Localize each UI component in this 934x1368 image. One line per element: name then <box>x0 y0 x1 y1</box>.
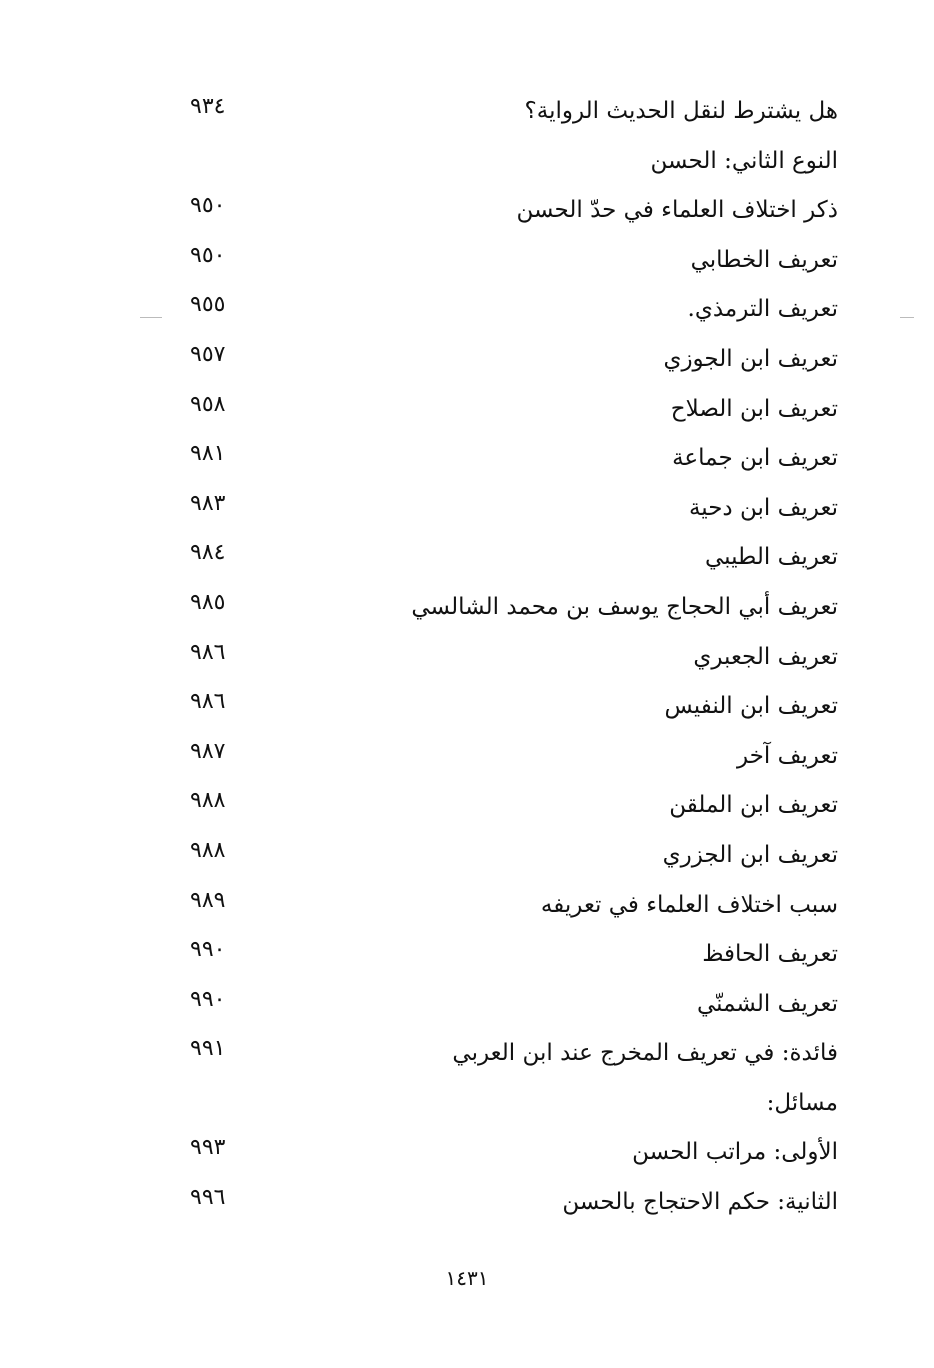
toc-entry-title: ذكر اختلاف العلماء في حدّ الحسن <box>516 197 838 224</box>
toc-entry-page: ٩٥٨ <box>190 391 226 417</box>
toc-entry-page: ٩٨٧ <box>190 738 226 764</box>
toc-entry-title: سبب اختلاف العلماء في تعريفه <box>540 891 838 918</box>
toc-entry-page: ٩٨٨ <box>190 837 226 863</box>
toc-entry-title: تعريف الترمذي. <box>687 296 838 323</box>
toc-row <box>0 1177 934 1227</box>
toc-row <box>0 334 934 384</box>
toc-entry-title: تعريف ابن الصلاح <box>670 395 838 422</box>
toc-entry-page: ٩٨٩ <box>190 887 226 913</box>
toc-entry-page: ٩٥٧ <box>190 341 226 367</box>
toc-section-heading <box>0 1078 934 1128</box>
toc-entry-title: تعريف ابن الجوزي <box>663 345 838 372</box>
toc-entry-page: ٩٥٥ <box>190 292 226 318</box>
toc-entry-title: مسائل: <box>766 1089 838 1116</box>
page-number-footer: ١٤٣١ <box>445 1266 489 1290</box>
toc-entry-page: ٩٨٦ <box>190 689 226 715</box>
toc-entry-page: ٩٩٦ <box>190 1185 226 1211</box>
toc-entry-title: هل يشترط لنقل الحديث الرواية؟ <box>524 98 838 124</box>
toc-entry-title: تعريف الجعبري <box>693 643 838 670</box>
toc-row <box>0 979 934 1029</box>
toc-row <box>0 1028 934 1078</box>
toc-entry-page: ٩٣٤ <box>190 94 226 119</box>
toc-row <box>0 384 934 434</box>
toc-row <box>0 731 934 781</box>
toc-entry-page: ٩٩٣ <box>190 1135 226 1161</box>
toc-entry-title: تعريف ابن دحية <box>688 494 838 521</box>
toc-row <box>0 582 934 632</box>
toc-row <box>0 433 934 483</box>
toc-entry-title: تعريف ابن الجزري <box>662 841 838 868</box>
toc-entry-title: الثانية: حكم الاحتجاج بالحسن <box>562 1189 838 1216</box>
toc-row <box>0 780 934 830</box>
toc-entry-title: تعريف الحافظ <box>702 941 838 968</box>
toc-entry-title: النوع الثاني: الحسن <box>650 147 838 174</box>
toc-entry-title: تعريف ابن الملقن <box>669 792 838 819</box>
toc-entry-page: ٩٨٨ <box>190 788 226 814</box>
toc-entry-page: ٩٥٠ <box>190 242 226 268</box>
toc-row <box>0 830 934 880</box>
toc-entry-title: تعريف ابن جماعة <box>672 445 838 472</box>
table-of-contents <box>0 86 934 1227</box>
toc-row <box>0 532 934 582</box>
toc-row <box>0 185 934 235</box>
toc-row <box>0 483 934 533</box>
toc-row <box>0 284 934 334</box>
toc-row <box>0 86 934 136</box>
toc-entry-title: تعريف ابن النفيس <box>664 693 838 720</box>
toc-entry-title: تعريف آخر <box>736 742 838 769</box>
toc-entry-title: تعريف الشمنّي <box>696 990 838 1017</box>
toc-entry-page: ٩٨٥ <box>190 589 226 615</box>
toc-section-heading <box>0 136 934 186</box>
toc-row <box>0 681 934 731</box>
toc-entry-page: ٩٩١ <box>190 1036 226 1062</box>
toc-entry-page: ٩٨٣ <box>190 490 226 516</box>
toc-entry-title: تعريف الخطابي <box>690 246 838 273</box>
toc-entry-title: الأولى: مراتب الحسن <box>632 1139 838 1166</box>
toc-entry-page: ٩٩٠ <box>190 986 226 1012</box>
toc-entry-page: ٩٨١ <box>190 441 226 467</box>
toc-entry-title: فائدة: في تعريف المخرج عند ابن العربي <box>452 1040 838 1067</box>
toc-row <box>0 880 934 930</box>
toc-entry-page: ٩٨٤ <box>190 540 226 566</box>
toc-entry-page: ٩٨٦ <box>190 639 226 665</box>
toc-entry-title: تعريف أبي الحجاج يوسف بن محمد الشالسي <box>411 593 838 620</box>
toc-entry-page: ٩٩٠ <box>190 937 226 963</box>
toc-row <box>0 1127 934 1177</box>
toc-row <box>0 235 934 285</box>
toc-row <box>0 929 934 979</box>
toc-entry-title: تعريف الطيبي <box>704 544 838 571</box>
toc-entry-page: ٩٥٠ <box>190 193 226 219</box>
toc-row <box>0 632 934 682</box>
